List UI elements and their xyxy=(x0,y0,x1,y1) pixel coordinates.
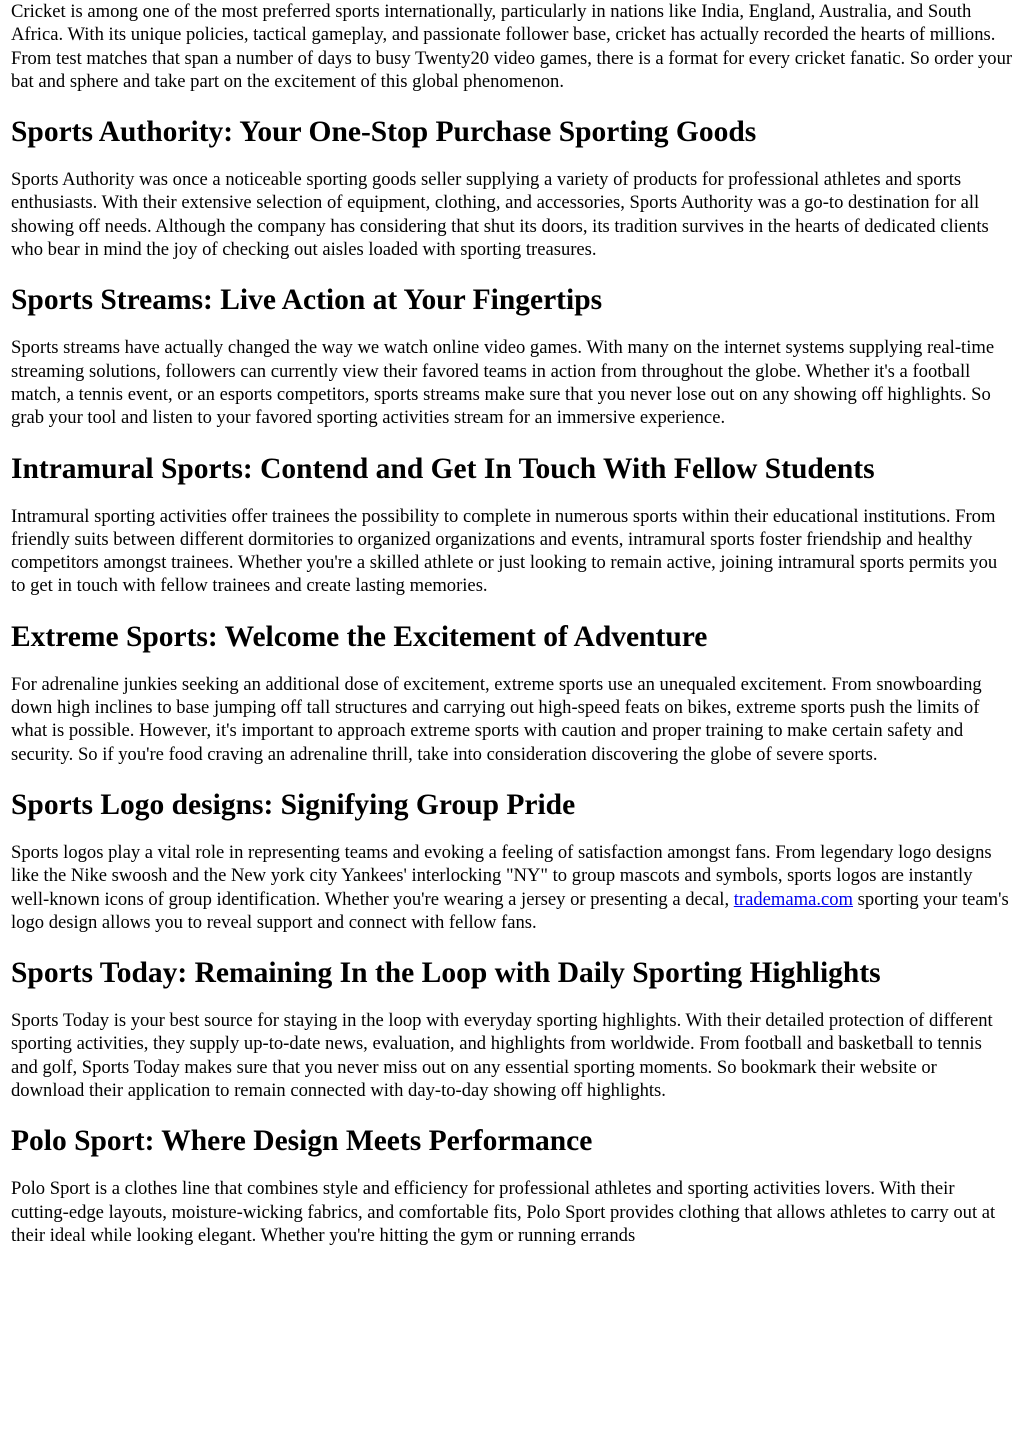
section-paragraph-extreme-sports: For adrenaline junkies seeking an additional dose of excitement, extreme sports use an unequaled excitement. From snowboarding down high inclines to base jumping off tall structures and carrying out high-speed feats on bikes, extreme sports push the limits of what is possible. However, it's important to approach extreme sports with caution and proper training to make certain safety and security. So if you're food craving an adrenaline thrill, take into consideration discovering the globe of severe sports. xyxy=(11,673,982,765)
trademama-link[interactable]: trademama.com xyxy=(733,888,854,910)
section-paragraph-sports-today: Sports Today is your best source for staying in the loop with everyday sporting highlights. With their detailed protection of different sporting activities, they supply up-to-date news, evaluation, and highlights from worldwide. From football and basketball to tennis and golf, Sports Today makes sure that you never miss out on any essential sporting moments. So bookmark their website or download their application to remain connected with day-to-day showing off highlights. xyxy=(11,1010,993,1102)
section-paragraph-intramural-sports: Intramural sporting activities offer trainees the possibility to complete in numerous sports within their educational institutions. From friendly suits between different dormitories to organized organizations and events, intramural sports foster friendship and healthy competitors amongst trainees. Whether you're a skilled athlete or just looking to remain active, joining intramural sports permits you to get in touch with fellow trainees and create lasting memories. xyxy=(11,505,998,597)
section-paragraph-sports-streams: Sports streams have actually changed the way we watch online video games. With many on the internet systems supplying real-time streaming solutions, followers can currently view their favored teams in action from throughout the globe. Whether it's a football match, a tennis event, or an esports competitors, sports streams make sure that you never lose out on any showing off highlights. So grab your tool and listen to your favored sporting activities stream for an immersive experience. xyxy=(11,337,995,429)
section-paragraph-sports-logo-designs xyxy=(11,841,1013,934)
section-heading-sports-authority: Sports Authority: Your One-Stop Purchase Sporting Goods xyxy=(11,116,757,149)
section-heading-sports-today: Sports Today: Remaining In the Loop with Daily Sporting Highlights xyxy=(11,957,881,990)
section-heading-intramural-sports: Intramural Sports: Contend and Get In Touch With Fellow Students xyxy=(11,452,875,485)
section-heading-extreme-sports: Extreme Sports: Welcome the Excitement of Adventure xyxy=(11,620,708,653)
section-paragraph-polo-sport: Polo Sport is a clothes line that combines style and efficiency for professional athletes and sporting activities lovers. With their cutting-edge layouts, moisture-wicking fabrics, and comfortable fits, Polo Sport provides clothing that allows athletes to carry out at their ideal while looking elegant. Whether you're hitting the gym or running errands xyxy=(11,1178,996,1246)
section-heading-sports-logo-designs: Sports Logo designs: Signifying Group Pride xyxy=(11,788,576,821)
section-paragraph-sports-authority: Sports Authority was once a noticeable sporting goods seller supplying a variety of products for professional athletes and sports enthusiasts. With their extensive selection of equipment, clothing, and accessories, Sports Authority was a go-to destination for all showing off needs. Although the company has considering that shut its doors, its tradition survives in the hearts of dedicated clients who bear in mind the joy of checking out aisles loaded with sporting treasures. xyxy=(11,169,989,261)
paragraph-text-after-link: sporting your team's logo design allows you to reveal support and connect with fellow fans. xyxy=(11,888,1009,933)
intro-paragraph: Cricket is among one of the most preferred sports internationally, particularly in nations like India, England, Australia, and South Africa. With its unique policies, tactical gameplay, and passionate follower base, cricket has actually recorded the hearts of millions. From test matches that span a number of days to busy Twenty20 video games, there is a format for every cricket fanatic. So order your bat and sphere and take part on the excitement of this global phenomenon. xyxy=(11,1,1013,92)
paragraph-text-before-link: Sports logos play a vital role in representing teams and evoking a feeling of satisfaction amongst fans. From legendary logo designs like the Nike swoosh and the New york city Yankees' interlocking "NY" to group mascots and symbols, sports logos are instantly well-known icons of group identification. Whether you're wearing a jersey or presenting a decal, xyxy=(11,841,992,910)
section-heading-sports-streams: Sports Streams: Live Action at Your Fingertips xyxy=(11,284,603,317)
section-heading-polo-sport: Polo Sport: Where Design Meets Performance xyxy=(11,1125,593,1158)
